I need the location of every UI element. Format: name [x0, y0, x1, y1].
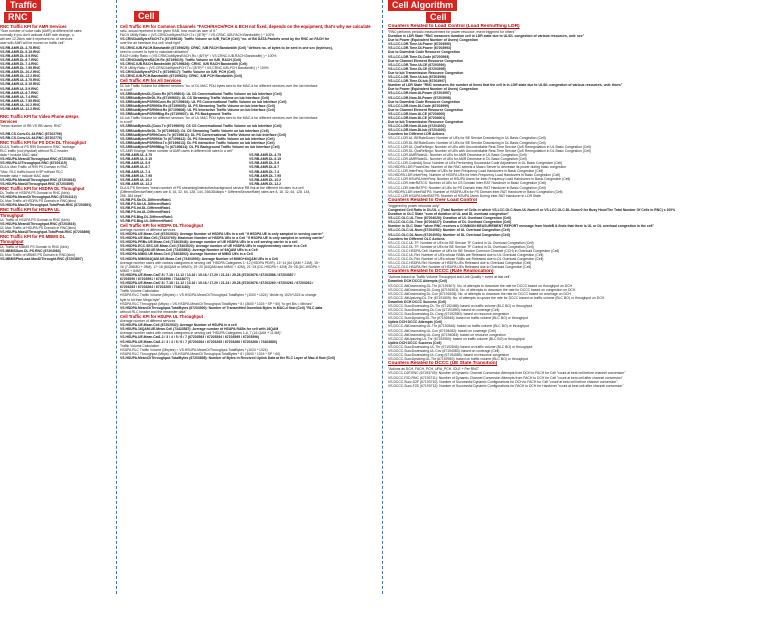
- section-heading: Cell Traffic KPI for HSDPA DL Throughput: [120, 222, 203, 228]
- text-line: VS.AMR Erlangs "mean number of AMR users in different bit rates in a cell": [120, 149, 234, 154]
- text-line: "mean number of RB VS.RB users: RNC": [0, 124, 63, 129]
- text-line: VS.LCC.OLC.UL.TF: Number of UEs for BE Service TF Control in UL Overload Congestion (Cell): [388, 240, 534, 245]
- text-line: VS.LCC.OLC.UL.Time (67204026): Duration of UL Overload Congestion (Cell): [388, 216, 512, 221]
- section-heading: RNC Traffic KPI for AMR Services: [0, 24, 67, 29]
- text-line: Average number users with various categories in serving cell "HSUPA Categories 1-6, 7 (16-QAM + 11.5M)": [120, 331, 282, 336]
- text-line: VS.RB.AMR.UL.6.7.RNC: [0, 90, 39, 95]
- text-line: VS.RB.PS.Int.DL.DifferentRate1: [120, 206, 171, 211]
- text-line: HSDPA RLC Traffic Volume (Mbytes) = VS.HSDPA.MeanChThroughput.TotalBytes * (1000 * 1024) "divide by 1024*1024 to change: [120, 293, 317, 298]
- text-line: Due to Iub Transmission Resource Congestion: [388, 70, 464, 75]
- text-line: VS.HSDPA.UE.Max.Cell (73423769): Maximum Number of HSDPA UEs in a Cell "if HSDPA UE is only sampled in serving carrier": [120, 236, 325, 241]
- text-line: Average number users with various categories in serving cell "HSDPA Categories 1~12 (HSDPA PE/IR), 13~14 (64 QAM + 21M), 15~: [120, 260, 320, 265]
- text-line: VS.LCC.LDR.Time.ULIub (67203996): [388, 75, 446, 80]
- text-line: 67203590 / 67203591 / 67203596 / 73423677): [120, 277, 190, 282]
- text-line: 256, 384 kbps": [120, 194, 143, 199]
- text-line: VS.RB.AMR.DL.6.7.RNC: [0, 57, 39, 62]
- text-line: VS.LCC.LDR.InterFreq: Number of UEs for Inter-Frequency Load Handovers in Basic Congestion (Cell): [388, 169, 544, 174]
- text-line: VS.DCCC.SuccDownsizing.UL.Cov (67194083): based on coverage (Cell): [388, 349, 500, 354]
- text-line: DL Max Traffic of HSDPA PS Domain in RNC(kb/s): [0, 199, 77, 204]
- text-line: VS.MBMSSum.DL.PS.RNC (67204063): [0, 248, 61, 253]
- counter-ul: VS.RB.AMR.UL.6.7: [120, 165, 151, 170]
- text-line: DL Iub Traffic Volume for different services "no. of DL MAC PDU bytes sent to the MAC-d for different services over the Iub interface: [120, 83, 318, 88]
- counter-ul: VS.RB.AMR.UL.12.2: [120, 181, 153, 186]
- text-line: VS.HSDPA.ECC.SEC.UE.Mean.Cell (73403020): Average number of UE HSDPA UEs in supplementary carrier in a Cell: [120, 244, 307, 249]
- text-line: VS.HSDPA.MIMO64QAM.UE.Mean.Cell (73403993): Average Number of MIMO+64QAM UEs in a Cell: [120, 256, 279, 261]
- text-line: VS.SRBIubBytesPSR99Str.Tx (67199612): DL PS Streaming Traffic Volume on Iub Interface (Cell): [120, 136, 275, 141]
- text-line: VS.RB.PS.Bkg.DL.DifferentRate1: [120, 214, 173, 219]
- text-line: VS.LCC.LDR.Num.DLIub (67204003): [388, 128, 446, 133]
- text-line: "Max. RLC traffic found in 9P without RLC: [0, 169, 63, 174]
- text-line: VS.HSUPA.UlThroughput.RNC (67204115): [0, 161, 67, 166]
- tab-cell-algorithm: Cell Algorithm: [388, 0, 457, 11]
- text-line: VS.HSDPA.UE.Mean.Cat7.8 / 7.18 / 11.12 / 13.16 / 15.16 / 17.20 / 21.24 / 25.28 (67203676 / 67203260 / 67203261 / 67203262 /: [120, 281, 314, 286]
- text-line: VS.LCC.OLC.UL.Num (67204052): Number of UL Overload Congestion (Cell): [388, 228, 510, 233]
- text-line: will see 12.2kb/s rate it represent no. of services: [0, 37, 73, 42]
- section-heading: Counters Related to Load Control (Load Reshuffling LDR): [388, 24, 520, 29]
- tab-cell-3: Cell: [426, 12, 451, 23]
- text-line: VS.HSUPA.MeanUlThroughput.RNC (67203616): [0, 221, 76, 226]
- text-line: UL Traffic of HSUPA PS Domain in RNC (kb/s): [0, 217, 70, 222]
- text-line: VS.SRBIubBytesDL(Conv.Tx (67199609): CS CS Conversational Traffic Volume on Iub Interface (Cell): [120, 124, 282, 129]
- text-line: FACH Utility Ratio = (VS.CRNCIubBytesFACH.Tx / (8/Tf)*" / VS.CRNC.IUB.FACH.Bandwidth) ) * 100%: [120, 33, 275, 38]
- text-line: Due to Power (Equivalent Number of Users) Congestion: [388, 38, 478, 43]
- tab-rnc: RNC: [4, 12, 32, 23]
- counter-ul: VS.RB.AMR.UL.7.95: [120, 173, 153, 178]
- text-line: VS.LCC.LDR.HSUPA.InterRATPS: Number of HSUPA Users During Inter-RAT Handover in LDR State: [388, 193, 541, 198]
- text-line: VS.DCCC.SuccDownsizing.DL.Cov (67191890): based on coverage (Cell): [388, 308, 500, 313]
- text-line: VS.HSDPA.64QAM.UE.Mean.Cell (73403981): Average Number of 64QAM UEs in a Cell: [120, 248, 258, 253]
- text-line: VS.HSDPA.UE.Mean.Cat7.8 / 7.18 / 11.12 / 13.16 / 15.16 / 17.20 / 21.24 / 25.28 (67203676 / 67203586 / 67203587 /: [120, 272, 296, 277]
- text-line: VS.LCC.OLC.DL.Rel: Number of UEs whose RABs are Released due to DL Overload Congestion (Cell): [388, 257, 544, 262]
- text-line: VS.SRBIubBytesPSR99Conv.Rx (67199604): UL PS Conversational Traffic Volume on Iub Interface (Cell): [120, 99, 287, 104]
- text-line: VS.RB.CS.Conv.DL.64.RNC (67202796): [0, 131, 62, 136]
- text-line: without RLC header and the retransfer data": [120, 309, 187, 314]
- text-line: VS.HSUPA.MaxUlThroughput.RNC (67203895): [0, 181, 74, 186]
- counter-dl: VS.RB.AMR.DL.12.2: [249, 181, 282, 186]
- section-heading: Cell Traffic KPI for HSUPA UL Throughput: [120, 313, 203, 319]
- text-line: VS.DCCC.AttDownsizing.UL.Cov (67194082): based on coverage (Cell): [388, 328, 496, 333]
- text-line: VS.DCCC.AttDownsizing.UL.Cong (67194084): based on resource congestion: [388, 332, 506, 337]
- text-line: VS.DCCC.SuccDownsizing.DL.Thr (67192486): based on traffic volume (BLC BO) or throughput: [388, 304, 533, 308]
- section-heading: Throughput: [0, 212, 24, 218]
- text-line: VS.LCC.LDR.Time.DLIub (67203997): [388, 79, 446, 84]
- text-line: VS.RB.AMR.DL.4.75.RNC: [0, 45, 41, 50]
- text-line: VS.SRBIubBytesStrDL.Tx (67199610): DL CS Streaming Traffic Volume on Iub Interface (Cell): [120, 128, 269, 133]
- text-line: VS.HSUPA.UE.Mean.Cat1.2 / 3 / 4 / 5 / 6 / 7 (67203264 / 67203265 / 67203266 / 67203268 / 73403880): [120, 339, 277, 344]
- text-line: Due to Iub Transmission Resource Congestion: [388, 120, 464, 125]
- section-heading: Services: [0, 119, 18, 125]
- text-line: VS.HSDPA.UE.Mean.Cell (67202932): Average Number of HSDPA UEs in a cell "if HSDPA UE is only sampled in serving carrier": [120, 232, 324, 237]
- section-heading: Counters Related to DCCC (UE State Transition): [388, 361, 498, 367]
- text-line: VS.RB.AMR.DL.10.2.RNC: [0, 70, 41, 75]
- text-line: HSUPA RLC Throughput (Mbps) = VS.HSUPA.MeanChThroughput.TotalBytes * 8 / (3600 * 1024 * SP * 60): [120, 351, 281, 356]
- text-line: VS.CRNC.IUB.RACH.Bandwidth (67199626): CRNC_IUB RACH Bandwidth (Cell): [120, 61, 248, 66]
- text-line: VS.LCC.OLC.UL.Rel: Number of UEs whose RABs are Released due to UL Overload Congestion (Cell): [388, 252, 544, 257]
- text-line: VS.CRNCIubBytesPCH.Tx (67199617): Traffic Volume on IUB_PCH (Cell): [120, 70, 236, 75]
- text-line: VS.HSUPA.UE.Mean.Cell (67202932): Average Number of HSUPA in a cell: [120, 323, 237, 328]
- text-line: Duration in LDR State "RNC measures duration cell in LDR state due to UL/DL congestion of various resources, unit: sec": [388, 34, 585, 39]
- text-line: Average number of different services: [120, 319, 176, 324]
- text-line: VS.HSUPA.MeanChThroughput.TotalBytes (67203898): Number of Bytes in Received Uplink Data at the RLC Layer of Mac-d flow (Cell): [120, 355, 336, 360]
- text-line: DL/UL Traffic of PS R99 Domain in RNC "average: [0, 144, 75, 149]
- counter-dl: VS.RB.AMR.DL.10.2: [249, 177, 282, 182]
- counter-dl: VS.RB.AMR.DL.5.9: [249, 161, 280, 166]
- section-heading: RNC Traffic KPI for Video Phone &Hsps: [0, 114, 79, 120]
- text-line: VS.LCC.LDR.CodeAdj.Succ: Number of UEs Performing Successful Code Adjustment in DL Basic Congestion (Cell): [388, 161, 563, 165]
- text-line: VS.LCC.LDR.DL.BERateDown: Number of UEs for BE Service Downsizing in DL Basic Congestion (Cell): [388, 140, 546, 145]
- text-line: VS.LCC.LDR.DL.QosReNego: Number of UEs with Uncontrollable Real-Time Service QoS Renegotiation in DL Basic Congestion (Cell): [388, 148, 591, 153]
- text-line: VS.LCC.LDR.Time.DLPower (67203993): [388, 46, 452, 51]
- text-line: RACH Utility Ratio = (VS.CRNCIubBytesRACH.Rx / (8/Tf)*" / VS.CRNC.IUB.RACH.Bandwidth) ) * 100%: [120, 53, 277, 58]
- text-line: VS.CRNC.IUB.PCH.Bandwidth (67199624): CRNC_IUB PCH Bandwidth (Cell): [120, 74, 243, 79]
- tab-cell-2: Cell: [134, 11, 159, 22]
- section-heading: RNC Traffic KPI for HSUPA UL: [0, 207, 60, 213]
- text-line: need to convert to byte to calculate utilization": [120, 49, 189, 54]
- text-line: VS.CRNCIubBytesFACH.Tx (67199618): Traffic Volume on IUB_FACH (Cell) "no. of Bit DATA Packets send by the RNC on FACH for: [120, 37, 330, 42]
- text-line: VS.DCCC.SuccDownsizing.UL.Thr (67192846): based on traffic volume (BLC BO) or throughput: [388, 344, 533, 349]
- text-line: VS.DCCC.AttDownsizing.DL.Cov (67191508): No. of attempts to downsize the rate for DCCC based on coverage on DCH: [388, 291, 571, 296]
- text-line: (DifferentServiceRate) rates are 8, 16, 32, 64, 128, 144, 256/384kbps + DifferentServiceRate) rates are 8, 16, 32, 64, 128, 144,: [120, 189, 311, 194]
- text-line: VS.HSDPA.LDR.InterRATPS: Number of HSDPA UEs for PS Domain Inter-RAT Handover in Basic Congestion (Cell): [388, 189, 563, 194]
- text-line: VS.RB.AMR.UL.5.15.RNC: [0, 82, 41, 87]
- tab-traffic: Traffic: [6, 0, 41, 11]
- counter-dl: VS.RB.AMR.DL.5.15: [249, 157, 282, 162]
- text-line: VS.RB.AMR.DL.5.15.RNC: [0, 49, 41, 54]
- text-line: VS.LCC.OLC.HSDPA.Cell: Number of UEs for BE Service Common Channel (CCH) in Overload Congestion (Cell): [388, 248, 560, 253]
- text-line: VS.HSUPA.16QAM.UE.Mean.Cell (73423587): Average number of HSUPA RABs for cell with 16QAM: [120, 327, 279, 332]
- text-line: normally if you don't activate AMR rate change, u: [0, 33, 74, 38]
- text-line: VS.DCCC.AttDownsizing.DL.Thr (67191507): No. of attempts to downsize the rate for DCCC based on throughput on DCH: [388, 283, 573, 288]
- rnc-column: [0, 0, 112, 618]
- text-line: VS.LCC.LDR.AMRRateDL: Number of UEs for AMR Decrease in DL Basic Congestion (Cell): [388, 156, 527, 161]
- counter-dl: VS.RB.AMR.DL.6.7: [249, 165, 280, 170]
- text-line: VS.DCCC.F2D.RNC (67193711): Number of Dynamic Channel Conversion Attempts from FACH to DCH for Cell "count at best cell after channel conversion": [388, 375, 623, 380]
- text-line: VS.HSUPA.MeanUlThroughput.RNC (67203616): [0, 177, 76, 182]
- text-line: VS.SRBIubBytesPSR99Bkg.Rx (67199607): UL PS Background Traffic: [120, 112, 232, 117]
- section-heading: Counters Related to DCCC (Rate Reallocation): [388, 269, 494, 275]
- text-line: VS.SRBIubBytesPSR99Str.Rx (67199605): UL PS Streaming Traffic Volume on Iub Interface (Cell): [120, 104, 275, 108]
- text-line: VS.LCC.LDR.InterRATPS: Number of UEs for PS Domain Inter-RAT Handover in Basic Congestion (Cell): [388, 185, 546, 190]
- counter-dl: VS.RB.AMR.DL.7.4: [249, 169, 280, 174]
- counter-ul: VS.RB.AMR.UL.4.75: [120, 153, 153, 158]
- text-line: VS.HSDPA.LDR.InterFreq: Number of HSDPA UEs for Inter-Frequency Load Handovers in Basic Congestion (Cell): [388, 173, 561, 178]
- text-line: VS.MBMSPtmLoad.MaxDlThrought.RNC (67203897): [0, 256, 83, 261]
- section-heading: Cell Traffic KPI for All Services: [120, 78, 182, 84]
- text-line: VS.LCC.LDR.Num.ULCE (67204000): [388, 111, 446, 116]
- text-line: VS.HSUPA.MaxUlThroughput.TotalPeak.RNC (67203896): [0, 230, 91, 235]
- text-line: VS.LCC.LDR.Time.DLCE (67203995): [388, 66, 446, 71]
- text-line: UL Iub Traffic Volume for different services "no. of UL MAC PDU bytes sent to the MAC-d for different services over the Iub interface: [120, 116, 318, 121]
- text-line: Number in OLC State "when RNC receives a COMMON MEASUREMENT REPORT message from NodeB & finds that there is UL or DL overload congestion in the cell": [388, 224, 655, 229]
- section-heading: Cell Traffic KPI for Common Channels "FACH/RACH/PCH & BCH not fixed, depends on the equipment, that's why we calculate: [120, 24, 371, 29]
- text-line: DL Traffic of HSDPA PS Domain in RNC (kb/s): [0, 191, 70, 196]
- text-line: Number of LDR State "RNC measures the number of times that the cell is in LDR state due to UL/DL congestion of various resources, unit: times": [388, 83, 623, 88]
- text-line: Downlink DCH DCCC Success (Cell): [388, 299, 447, 304]
- text-line: VS.SRBIubBytesPSR99Int.Rx (67199606): UL PS Interactive Traffic Volume on Iub Interface (Cell): [120, 108, 275, 113]
- text-line: VS.HSDPA.MeanChThroughput.TotalBytes (67203900): Number of Transmitted Downlink Bytes in MAC-d flow (Cell) "RLC data: [120, 305, 323, 310]
- text-line: PCH Utility Ratio = (VS.CRNCIubBytesPCH.Tx / (8/Tf)*" / VS.CRNC.IUB.PCH.Bandwidth) ) * 100%: [120, 66, 269, 71]
- text-line: VS.DCCC.D2F.RNC (67193709): Number of Dynamic Channel Conversion Attempts from DCH to FACH for Cell "count at best cell before channel conversion": [388, 371, 626, 376]
- text-line: VS.RB.AMR.UL.7.4.RNC: [0, 94, 39, 99]
- text-line: VS.RB.AMR.UL.4.75.RNC: [0, 78, 41, 83]
- text-line: VS.DCCC.SuccUpsizing.DL.Thr (67192846): based on traffic volume (BLC BO) or throughput: [388, 316, 528, 321]
- text-line: VS.CRNC.IUB.FACH.Bandwidth (67199625): CRNC_IUB FACH Bandwidth (Cell) "defines no. of bytes to be sent in one sec (byte/sec),: [120, 45, 333, 50]
- text-line: RLC traffic (not physical) without RLC header: [0, 149, 68, 154]
- text-line: 67203263 / 67203264 / 67203265 / 73401180): [120, 285, 190, 290]
- text-line: VS.DCCC.SuccDownsizing.DL.Cong (67192950): based on resource congestion: [388, 312, 509, 317]
- text-line: Due to Downlink Code Resource Congestion: [388, 99, 460, 104]
- text-line: VS.DCCC.AttUpsizing.UL.Thr (67192950): based on traffic volume (BLC BO) or throughput: [388, 336, 525, 341]
- text-line: VS.LCC.OLC.DL.Time (67204027): Duration of DL Overload Congestion (Cell): [388, 220, 512, 225]
- text-line: VS.LCC.LDR.Num.ULIub (67204002): [388, 124, 446, 129]
- counter-ul: VS.RB.AMR.UL.10.2: [120, 177, 153, 182]
- text-line: "Sum number of voice calls (AMR) at different bit rates: [0, 29, 82, 34]
- text-line: HSDPA RLC Throughput (Mbps) = VS.HSDPA.MeanChThroughput.TotalBytes * 8 / (3600 * 1024 * SP * 60) "to get B/s = Mb/sec": [120, 301, 313, 306]
- text-line: VS.LCC.LDR.Num.ULPower (67203997): [388, 91, 451, 96]
- text-line: VS.HSDPA.LDR.PowerDec: Number of the RNC selects a Macro Server to decrease its power during basic congestion: [388, 165, 567, 170]
- text-line: Due to Channel Element Resource Congestion: [388, 58, 463, 63]
- text-line: Due to Channel Element Resource Congestion: [388, 107, 463, 112]
- text-line: 16 (7.2MIMO + 28M), 17~18 (64QAM or MIMO), 19~20 (64QAM and MIMO + 42M), 21~24 (DC-HSDPA + 42M) 25~28 (DC-HSDPA +: [120, 264, 320, 269]
- counter-ul: VS.RB.AMR.UL.7.4: [120, 169, 151, 174]
- text-line: VS.LCC.LDR.Time.DLCode (67203993): [388, 54, 450, 59]
- counter-ul: VS.RB.AMR.UL.5.9: [120, 161, 151, 166]
- section-heading: RNC Traffic KPI for PS DCH DL Throughput: [0, 139, 86, 145]
- text-line: "RNC performs periodic measurement for power resource, event triggered for others": [388, 30, 516, 34]
- text-line: VS.HSDPA.MIMO.UE.Mean.Cell (73403892): Average Number of MIMO UEs in a Cell: [120, 252, 253, 257]
- text-line: UL Max Traffic of HSUPA PS Domain in RNC(kb/s): [0, 226, 77, 231]
- text-line: Uplink DCH DCCC Success (Cell): [388, 340, 442, 345]
- text-line: VS.HSDPA.MaxChThroughput.TotalPeak.RNC (67203891): [0, 203, 92, 208]
- text-line: VS.LCC.OLC.HSUPA.Rel: Number of HSUPA UEs Released due to Overload Congestion (Cell): [388, 265, 532, 270]
- text-line: VS.DCCC.SuccUpsizing.UL.Thr (67192950): based on traffic volume (BLC BO) or throughput: [388, 357, 528, 362]
- section-heading: RNC Traffic KPI for HSDPA DL Throughput: [0, 185, 85, 191]
- text-line: VS.CRNCIubBytesRACH.Rx (67199619): Traffic Volume on IUB_RACH (Cell): [120, 57, 242, 62]
- counter-dl: VS.RB.AMR.DL.4.75: [249, 153, 282, 158]
- text-line: in a cell": [120, 87, 133, 92]
- text-line: VS.RB.AMR.UL.7.95.RNC: [0, 98, 41, 103]
- text-line: VS.LCC.LDR.UL.BERateDown: Number of UEs for BE Service Downsizing in UL Basic Congestion (Cell): [388, 136, 546, 141]
- text-line: VS.SRBIubBytesDL(Conv.Rx (67199601): UL CS Conversational Traffic Volume on Iub Interface (Cell): [120, 91, 282, 96]
- text-line: VS.DCCC.AttUpsizing.DL.Thr (67191509): No. of attempts to upsize the rate for DCCC based on traffic volume (BLC BO) or throughput on DCH: [388, 295, 605, 300]
- text-line: "Actions based on Traffic Volume Throughput and Link Quality + event at last cell": [388, 275, 511, 280]
- text-line: VS.LCC.LDR.Num.DLPower (67203998): [388, 95, 451, 100]
- text-line: VS.LCC.OLC.DL.Num (67204053): Number of DL Overload Congestion (Cell): [388, 232, 510, 237]
- section-heading: Throughput: [0, 239, 24, 245]
- text-line: in a cell": [120, 120, 133, 125]
- text-line: VS.RB.AMR.DL.12.2.RNC: [0, 74, 41, 79]
- text-line: VS.RB.CS.Conv.UL.64.RNC (67202776): [0, 135, 62, 140]
- text-line: VS.LCC.LDR.InterRATCS: Number of UEs for CS Domain Inter-RAT Handover in Basic Congestion (Cell): [388, 181, 547, 186]
- text-line: VS.SRBIubBytesPSR99Bkg.Tx (67199614): DL PS Background Traffic Volume on Iub Interface (Cell): [120, 144, 280, 149]
- text-line: DL Max Traffic of MBMS PS Domain in RNC(kb/s): [0, 252, 75, 257]
- text-line: VS.SRBIubBytesPSR99Int.Tx (67199613): DL PS Interactive Traffic Volume on Iub Interface (Cell): [120, 140, 275, 145]
- text-line: byte to bit then Mega byte": [120, 297, 161, 302]
- text-line: VS.RB.AMR.DL.5.9.RNC: [0, 53, 39, 58]
- text-line: user with AMR will be moved on traffic cell": [0, 41, 65, 46]
- text-line: VS.RB.PS.Str.DL.DifferentRate1: [120, 198, 171, 203]
- text-line: VS.HSDPA.MeanChThroughput.RNC (67204112): [0, 195, 77, 200]
- text-line: VS.LCC.OLC.DL.TF: Number of UEs for BE Service TF Control in DL Overload Congestion (Cell): [388, 244, 534, 249]
- text-line: VS.DCCC.Succ.D2F (67193710): Number of Successful Dynamic Configurations for DCH to FACH for Cell "count at best cell before channel conversion": [388, 379, 618, 384]
- text-line: Traffic Volume Calculation: [120, 289, 160, 294]
- text-line: data + include MAC data": [0, 153, 39, 158]
- text-line: VS.RB.AMR.UL.5.9.RNC: [0, 86, 39, 91]
- text-line: VS.RB.AMR.DL.7.95.RNC: [0, 66, 41, 71]
- text-line: Duration in OLC State "sum of duration of UL and DL overload congestion": [388, 212, 510, 217]
- text-line: VS.SRBIubBytesStrDL.Rx (67199602): UL CS Streaming Traffic Volume on Iub Interface (Cell): [120, 95, 270, 100]
- text-line: MIMO + 84M)": [120, 268, 143, 273]
- text-line: Due to Downlink Code Resource Congestion: [388, 50, 460, 55]
- section-heading: Counters Related to Over Load Control: [388, 197, 478, 203]
- text-line: DL Traffic of MBMS PS Domain in RNC (kb/s): [0, 244, 69, 249]
- text-line: VS.DCCC.SuccDownsizing.UL.Cong (67194085): based on resource congestion: [388, 353, 509, 358]
- text-line: Traffic Volume Calculation: [120, 343, 160, 348]
- text-line: VS.DCCC.Succ.F2D (67193712): Number of Successful Dynamic Configurations for FACH to DCH for Handover "count at best cell after channel conversion": [388, 383, 624, 388]
- text-line: "Actions as DCH, FACH, PCH, URA_PCH, IDLE + Per RNC": [388, 367, 480, 372]
- text-line: DL/UL PS Services "mean number of PS streaming/interactive/background service RB link at the different bit rates in a cell: [120, 185, 304, 190]
- text-line: DL/UL Max Traffic of R99 PS Domain in RNC: [0, 165, 68, 170]
- text-line: VS.DCCC.AttDownsizing.DL.Cong (67191501): No. of attempts to downsize the rate for DCCC based on congestion on DCH: [388, 287, 576, 292]
- text-line: Uplink DCH DCCC Attempts (Cell): [388, 320, 443, 325]
- counter-ul: VS.RB.AMR.UL.5.15: [120, 157, 153, 162]
- text-line: Due to Power (Equivalent Number of Users) Congestion: [388, 87, 478, 92]
- cell-traffic-column: [120, 0, 378, 618]
- text-line: VS.SRBIubBytesPSR99Conv.Tx (67199611): DL PS Conversational Traffic Volume on Iub Interface (Cell): [120, 132, 286, 137]
- text-line: VS.HSUPA.UE.Mean.Cat1.2 / 3 / 4 / 5 / 6 / 7 (67203593 / 67203594 / 67203595 / 67203596): [120, 335, 260, 340]
- text-line: header data + include MAC data": [0, 173, 50, 178]
- text-line: Downlink DCH DCCC Attempts (Cell): [388, 279, 448, 284]
- text-line: VS.RB.AMR.UL.12.2.RNC: [0, 106, 41, 111]
- text-line: ratio, actual represent in the given RAB, how much as user of it.": [120, 29, 217, 34]
- text-line: VS.HSDPA.PRBs.UE.Mean.Cell (73403946): Average number of UE HSDPA UEs in a cell serving carrier in a cell: [120, 240, 298, 245]
- column-divider-1: [116, 0, 117, 594]
- text-line: VS.LCC.LDR.Num.DLCode (67203999): [388, 103, 450, 108]
- text-line: VS.LCC.OLC.HSDPA.Rel: Number of HSDPA UEs Released due to Overload Congestion (Cell): [388, 261, 532, 266]
- text-line: Counters for Different LDR Actions: [388, 132, 445, 137]
- text-line: VS.RB.AMR.UL.10.2.RNC: [0, 102, 41, 107]
- text-line: VS.LCC.LDR.Time.ULCE (67203994): [388, 62, 446, 67]
- text-line: "triggered by power resource only": [388, 203, 440, 208]
- text-line: Congested Cell Ratio in DL/UL = (Total Number of Cells in which VS.LCC.OLC.Num.UL.Num>0 or VS.LCC.OLC.DL.Num>0 for Busy Hour/The Total Number Of Cells in RNC) x 100%: [388, 207, 676, 212]
- text-line: VS.LCC.LDR.Num.DLCE (67204001): [388, 115, 446, 120]
- section-heading: RNC Traffic KPI for PS MBMS DL: [0, 234, 66, 240]
- text-line: VS.RB.PS.Int.UL.DifferentRate1: [120, 210, 171, 215]
- counter-dl: VS.RB.AMR.DL.7.95: [249, 173, 282, 178]
- column-divider-2: [382, 0, 383, 594]
- text-line: HSUPA RLC Traffic Volume (Mbytes) = VS.HSUPA.MeanChThroughput.TotalBytes * (1024 * 1024): [120, 347, 268, 352]
- text-line: Counters for Different OLC Actions: [388, 236, 445, 241]
- text-line: VS.LCC.LDR.Time.ULPower (67203990): [388, 42, 452, 47]
- text-line: VS.HSUPA.MeanUlThroughput.RNC (67203616): [0, 157, 76, 162]
- text-line: VS.DCCC.AttDownsizing.UL.Thr (67192846): based on traffic volume (BLC BO) or throughput: [388, 324, 529, 329]
- text-line: VS.LCC.LDR.AMRRateUL: Number of UEs for AMR Decrease in UL Basic Congestion (Cell): [388, 152, 527, 157]
- text-line: VS.LCC.LDR.UL.QosReNego: Number of UEs with Uncontrollable Real-Time Service QoS Renegotiation in UL Basic Congestion (Cell): [388, 144, 591, 149]
- cell-algorithm-column: [388, 0, 766, 618]
- text-line: VS.RB.PS.Bkg.UL.DifferentRate1: [120, 218, 173, 223]
- text-line: Average number of different services: [120, 227, 176, 232]
- text-line: VS.LCC.LDR.HSUPA.InterFreq: Number of HSUPA Users for Inter-Frequency Load Handovers in Basic Congestion (Cell): [388, 177, 571, 182]
- text-line: VS.RB.AMR.DL.7.4.RNC: [0, 61, 39, 66]
- text-line: over the air interface in a cell, shall right": [120, 41, 181, 46]
- text-line: VS.RB.PS.Str.UL.DifferentRate1: [120, 202, 171, 207]
